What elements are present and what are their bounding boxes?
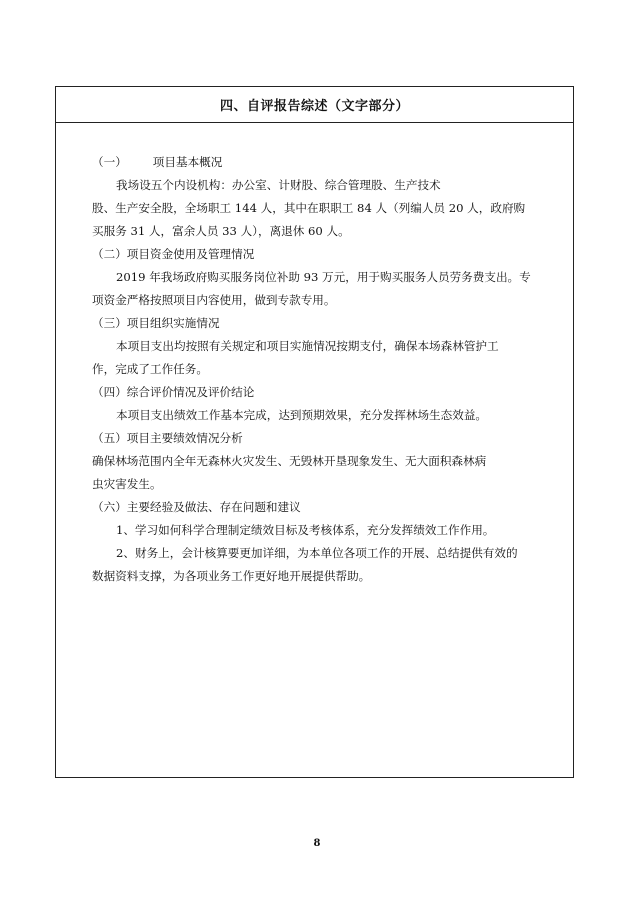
fund-line-1: 2019 年我场政府购买服务岗位补助 93 万元，用于购买服务人员劳务费支出。专 bbox=[116, 270, 531, 284]
report-body bbox=[92, 151, 568, 588]
heading-performance: （五）项目主要绩效情况分析 bbox=[92, 431, 243, 445]
report-frame bbox=[55, 86, 574, 778]
overview-line-1: 我场设五个内设机构：办公室、计财股、综合管理股、生产技术 bbox=[116, 178, 441, 192]
implementation-line-2: 作，完成了工作任务。 bbox=[92, 362, 208, 376]
heading-fund-usage: （二）项目资金使用及管理情况 bbox=[92, 247, 255, 261]
heading-implementation: （三）项目组织实施情况 bbox=[92, 316, 220, 330]
heading-experience: （六）主要经验及做法、存在问题和建议 bbox=[92, 500, 301, 514]
page-number: 8 bbox=[313, 838, 321, 849]
implementation-line-1: 本项目支出均按照有关规定和项目实施情况按期支付，确保本场森林管护工 bbox=[116, 339, 499, 353]
title-row bbox=[56, 87, 573, 123]
performance-line-2: 虫灾害发生。 bbox=[92, 477, 162, 491]
overview-line-3: 买服务 31 人，富余人员 33 人），离退休 60 人。 bbox=[92, 224, 350, 238]
performance-line-1: 确保林场范围内全年无森林火灾发生、无毁林开垦现象发生、无大面积森林病 bbox=[92, 454, 487, 468]
heading-basic-overview-text: 项目基本概况 bbox=[152, 155, 223, 169]
heading-basic-overview bbox=[92, 151, 568, 174]
experience-line-2: 2、财务上，会计核算要更加详细，为本单位各项工作的开展、总结提供有效的 bbox=[116, 546, 518, 560]
experience-line-3: 数据资料支撑，为各项业务工作更好地开展提供帮助。 bbox=[92, 569, 371, 583]
evaluation-line-1: 本项目支出绩效工作基本完成，达到预期效果，充分发挥林场生态效益。 bbox=[116, 408, 488, 422]
overview-line-2: 股、生产安全股，全场职工 144 人，其中在职职工 84 人（列编人员 20 人，政府购 bbox=[92, 201, 526, 215]
fund-line-2: 项资金严格按照项目内容使用，做到专款专用。 bbox=[92, 293, 336, 307]
section-title: 四、自评报告综述（文字部分） bbox=[219, 99, 409, 114]
experience-line-1: 1、学习如何科学合理制定绩效目标及考核体系，充分发挥绩效工作作用。 bbox=[116, 523, 495, 537]
heading-evaluation: （四）综合评价情况及评价结论 bbox=[92, 385, 255, 399]
heading-basic-overview-number: （一） bbox=[92, 155, 127, 169]
